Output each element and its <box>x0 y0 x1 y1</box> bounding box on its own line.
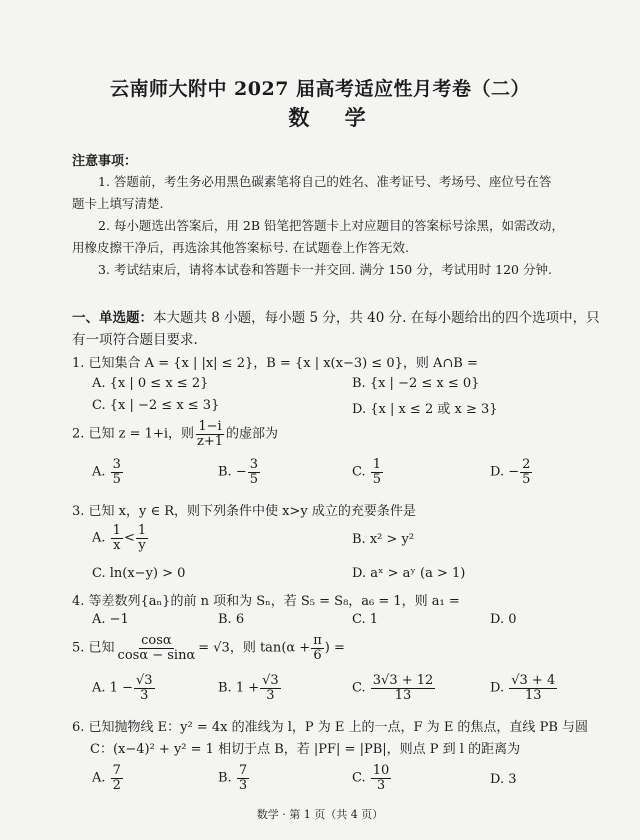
question-2-option-d <box>490 458 533 486</box>
option-label: B. <box>218 680 232 696</box>
fraction-denominator: y <box>138 537 146 553</box>
fraction-denominator: 3 <box>238 777 248 793</box>
question-5-option-b <box>218 674 282 702</box>
fraction-denominator: 3 <box>376 777 386 793</box>
option-label: A. <box>92 464 106 480</box>
option-fraction <box>520 458 532 486</box>
question-4-option-c: C. 1 <box>352 612 379 627</box>
fraction-denominator: 13 <box>524 687 542 703</box>
notice-item-3-line-1: 3. 考试结束后，请将本试卷和答题卡一并交回. 满分 150 分，考试用时 120 分钟. <box>98 262 552 277</box>
option-prefix: 1 − <box>109 680 133 696</box>
fraction-numerator: 1 <box>137 523 147 538</box>
fraction-numerator: cosα <box>141 633 172 648</box>
question-5-stem-mid: = √3，则 tan <box>198 640 282 656</box>
fraction-numerator: 10 <box>372 763 390 778</box>
question-3-option-c: C. ln(x−y) > 0 <box>92 566 186 581</box>
fraction-denominator: 5 <box>249 471 259 487</box>
option-fraction <box>509 674 557 702</box>
option-fraction-left <box>111 524 123 552</box>
question-4-option-b: B. 6 <box>218 612 245 627</box>
question-1-option-c: C. {x | −2 ≤ x ≤ 3} <box>92 398 220 413</box>
question-3-option-d: D. aˣ > aʸ (a > 1) <box>352 566 466 581</box>
question-2-stem <box>72 420 278 448</box>
option-label: D. <box>490 464 505 480</box>
option-fraction <box>111 764 123 792</box>
question-3-option-b: B. x² > y² <box>352 532 415 547</box>
fraction-denominator: cosα − sinα <box>117 647 196 663</box>
question-3-stem: 3. 已知 x，y ∈ R，则下列条件中使 x>y 成立的充要条件是 <box>72 504 416 519</box>
option-fraction <box>371 764 392 792</box>
option-fraction <box>111 458 123 486</box>
fraction-denominator: 3 <box>140 687 149 703</box>
question-1-stem: 1. 已知集合 A = {x | |x| ≤ 2}，B = {x | x(x−3) ≤ 0}，则 A∩B = <box>72 356 478 371</box>
option-label: A. <box>92 770 106 786</box>
question-1-option-b: B. {x | −2 ≤ x ≤ 0} <box>352 376 480 391</box>
question-6-option-d: D. 3 <box>490 772 517 787</box>
option-label: D. <box>490 680 505 696</box>
option-label: A. <box>92 530 106 546</box>
question-2-stem-pre: 2. 已知 z = 1+i，则 <box>72 426 194 442</box>
option-label: C. <box>352 770 366 786</box>
question-4-option-a: A. −1 <box>92 612 129 627</box>
notice-item-2-line-2: 用橡皮擦干净后，再选涂其他答案标号. 在试题卷上作答无效. <box>72 240 409 255</box>
fraction-numerator: √3 <box>135 673 153 688</box>
option-fraction-right <box>136 524 148 552</box>
fraction-numerator: 2 <box>522 457 531 472</box>
notice-item-1-line-1: 1. 答题前，考生务必用黑色碳素笔将自己的姓名、准考证号、考场号、座位号在答 <box>98 174 552 189</box>
exam-title: 云南师大附中 2027 届高考适应性月考卷（二） <box>109 78 531 100</box>
question-5-option-d <box>490 674 558 702</box>
section-heading: 一、单选题： <box>72 310 153 326</box>
question-2-option-b <box>218 458 261 486</box>
option-fraction <box>260 674 281 702</box>
question-2-option-c <box>352 458 384 486</box>
section-heading-line <box>72 306 600 326</box>
option-label: C. <box>352 464 366 480</box>
fraction-numerator: √3 + 4 <box>511 673 556 688</box>
fraction-denominator: 5 <box>372 471 382 487</box>
fraction-denominator: 5 <box>112 471 121 487</box>
question-5-option-a <box>92 674 156 702</box>
option-fraction <box>371 674 436 702</box>
question-2-stem-post: 的虚部为 <box>226 426 279 442</box>
fraction-denominator: z+1 <box>197 433 224 449</box>
question-6-stem-line-2: C：(x−4)² + y² = 1 相切于点 B，若 |PF| = |PB|，则点 P 到 l 的距离为 <box>90 742 521 757</box>
fraction-denominator: x <box>113 537 121 553</box>
option-fraction <box>134 674 155 702</box>
option-fraction <box>237 764 249 792</box>
question-6-option-a <box>92 764 124 792</box>
option-label: B. <box>218 464 232 480</box>
fraction-denominator: 3 <box>266 687 275 703</box>
question-6-option-b <box>218 764 250 792</box>
fraction-numerator: 1 <box>372 457 382 472</box>
question-6-stem-line-1: 6. 已知抛物线 E：y² = 4x 的准线为 l，P 为 E 上的一点，F 为 E 的焦点，直线 PB 与圆 <box>72 720 589 735</box>
question-5-option-c <box>352 674 436 702</box>
fraction-denominator: 2 <box>112 777 121 793</box>
option-label: C. <box>352 680 366 696</box>
fraction-numerator: π <box>313 633 322 648</box>
question-2-option-a <box>92 458 124 486</box>
section-description-line-2: 有一项符合题目要求. <box>72 332 198 348</box>
question-1-option-a: A. {x | 0 ≤ x ≤ 2} <box>92 376 209 391</box>
question-4-option-d: D. 0 <box>490 612 517 627</box>
question-5-tan-pre: (α + <box>281 640 311 656</box>
option-fraction <box>248 458 260 486</box>
notice-item-1-line-2: 题卡上填写清楚. <box>72 196 164 211</box>
option-label: B. <box>218 770 232 786</box>
fraction-denominator: 13 <box>394 687 412 703</box>
question-5-tan-fraction <box>311 634 324 662</box>
question-5-stem-pre: 5. 已知 <box>72 640 115 656</box>
option-fraction <box>371 458 383 486</box>
fraction-numerator: √3 <box>262 673 279 688</box>
fraction-numerator: 3 <box>249 457 259 472</box>
question-3-option-a <box>92 524 149 552</box>
notice-heading: 注意事项： <box>72 154 138 169</box>
fraction-numerator: 3 <box>112 457 121 472</box>
option-sign: − <box>235 464 247 480</box>
option-operator: < <box>123 530 135 546</box>
question-5-tan-post: ) = <box>324 640 345 656</box>
question-1-option-d: D. {x | x ≤ 2 或 x ≥ 3} <box>352 402 498 417</box>
question-5-stem <box>72 634 345 662</box>
question-2-fraction <box>195 420 225 448</box>
fraction-numerator: 1−i <box>198 419 222 434</box>
fraction-numerator: 1 <box>112 523 121 538</box>
fraction-numerator: 7 <box>112 763 121 778</box>
option-label: A. <box>92 680 106 696</box>
question-6-option-c <box>352 764 392 792</box>
fraction-numerator: 3√3 + 12 <box>372 673 434 688</box>
option-sign: − <box>508 464 520 480</box>
page-footer: 数学 · 第 1 页（共 4 页） <box>256 808 384 821</box>
fraction-denominator: 5 <box>522 471 531 487</box>
fraction-numerator: 7 <box>238 763 248 778</box>
subject-title: 数 学 <box>288 105 380 130</box>
option-prefix: 1 + <box>235 680 260 696</box>
notice-item-2-line-1: 2. 每小题选出答案后，用 2B 铅笔把答题卡上对应题目的答案标号涂黑，如需改动， <box>98 218 564 233</box>
question-4-stem: 4. 等差数列{aₙ}的前 n 项和为 Sₙ，若 S₅ = S₈，a₆ = 1，则 a₁ = <box>72 594 460 609</box>
fraction-denominator: 6 <box>313 647 322 663</box>
question-5-fraction <box>116 634 198 662</box>
section-description-line-1: 本大题共 8 小题，每小题 5 分，共 40 分. 在每小题给出的四个选项中，只 <box>153 310 600 326</box>
